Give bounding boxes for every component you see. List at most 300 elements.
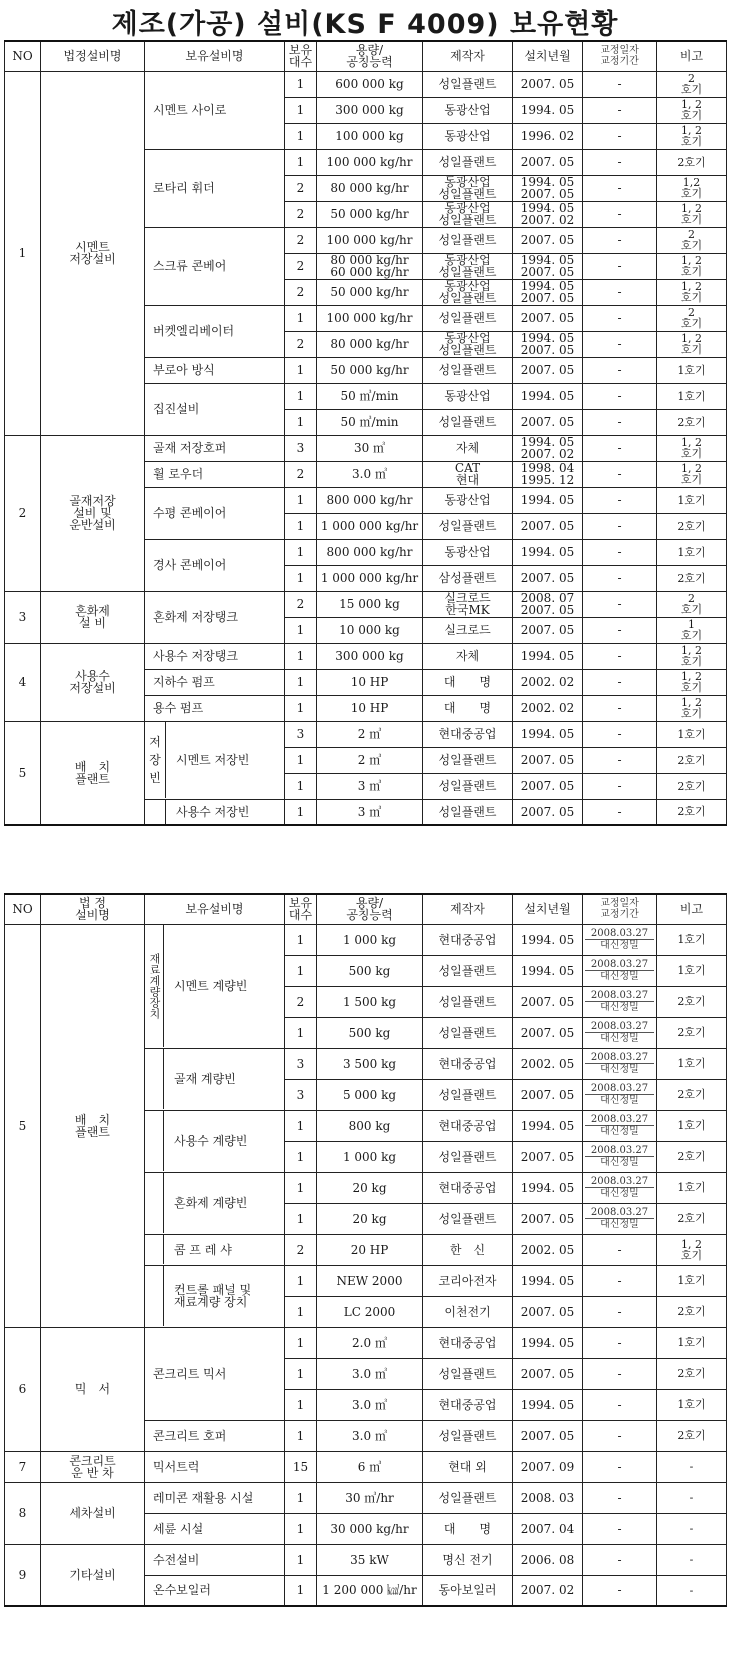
cell-capacity: 1 000 000 kg/hr <box>317 513 423 539</box>
cell-capacity: 1 200 000 ㎉/hr <box>317 1575 423 1606</box>
cell-no: 3 <box>5 591 41 643</box>
cell-count: 2 <box>285 253 317 279</box>
cell-maker: 동광산업 성일플랜트 <box>423 201 513 227</box>
cell-maker: CAT 현대 <box>423 461 513 487</box>
cell-maker: 한 신 <box>423 1234 513 1265</box>
cell-calibration: 2008.03.27 대신정밀 <box>583 1203 657 1234</box>
cell-calibration: - <box>583 1358 657 1389</box>
cell-maker: 성일플랜트 <box>423 1079 513 1110</box>
header-maker: 제작자 <box>423 41 513 71</box>
cell-maker: 성일플랜트 <box>423 71 513 97</box>
cell-count: 2 <box>285 175 317 201</box>
cell-capacity: 500 kg <box>317 955 423 986</box>
cell-maker: 대 명 <box>423 695 513 721</box>
header-maker: 제작자 <box>423 894 513 924</box>
cell-maker: 성일플랜트 <box>423 1420 513 1451</box>
cell-count: 1 <box>285 1575 317 1606</box>
cell-remark: 1, 2 호기 <box>657 643 727 669</box>
cell-remark: 1, 2 호기 <box>657 279 727 305</box>
cell-legal-equipment: 배 치 플랜트 <box>41 924 145 1327</box>
cell-install-date: 2007. 05 <box>513 1141 583 1172</box>
cell-capacity: 80 000 kg/hr 60 000 kg/hr <box>317 253 423 279</box>
cell-maker: 삼성플랜트 <box>423 565 513 591</box>
cell-install-date: 2007. 05 <box>513 357 583 383</box>
cell-legal-equipment: 혼화제 설 비 <box>41 591 145 643</box>
cell-maker: 동광산업 성일플랜트 <box>423 279 513 305</box>
cell-remark: 1, 2 호기 <box>657 461 727 487</box>
cell-owned-equipment: 사용수 저장탱크 <box>145 643 285 669</box>
cell-owned-equipment: 휠 로우더 <box>145 461 285 487</box>
cell-calibration: - <box>583 643 657 669</box>
cell-remark: 1, 2 호기 <box>657 695 727 721</box>
cell-count: 1 <box>285 357 317 383</box>
cell-count: 1 <box>285 1544 317 1575</box>
cell-count: 2 <box>285 331 317 357</box>
cell-maker: 성일플랜트 <box>423 513 513 539</box>
cell-remark: 2호기 <box>657 1296 727 1327</box>
cell-count: 1 <box>285 1203 317 1234</box>
header-install-date: 설치년월 <box>513 41 583 71</box>
cell-install-date: 1994. 05 2007. 05 <box>513 331 583 357</box>
cell-install-date: 2002. 05 <box>513 1048 583 1079</box>
cell-capacity: 500 kg <box>317 1017 423 1048</box>
cell-calibration: - <box>583 539 657 565</box>
cell-calibration: - <box>583 1327 657 1358</box>
cell-maker: 현대중공업 <box>423 1327 513 1358</box>
cell-calibration: - <box>583 279 657 305</box>
header-legal-equipment: 법정설비명 <box>41 41 145 71</box>
cell-maker: 자체 <box>423 435 513 461</box>
cell-calibration: - <box>583 1420 657 1451</box>
cell-calibration: - <box>583 253 657 279</box>
cell-count: 2 <box>285 279 317 305</box>
cell-remark: 1호기 <box>657 1110 727 1141</box>
cell-capacity: 3 500 kg <box>317 1048 423 1079</box>
cell-maker: 성일플랜트 <box>423 1358 513 1389</box>
cell-owned-equipment <box>145 1048 285 1110</box>
cell-calibration: 2008.03.27 대신정밀 <box>583 1017 657 1048</box>
cell-count: 1 <box>285 383 317 409</box>
cell-maker: 성일플랜트 <box>423 799 513 825</box>
cell-count: 1 <box>285 695 317 721</box>
cell-install-date: 2007. 05 <box>513 71 583 97</box>
cell-install-date: 2007. 05 <box>513 1358 583 1389</box>
cell-maker: 실크로드 한국MK <box>423 591 513 617</box>
cell-capacity: 3.0 ㎥ <box>317 1358 423 1389</box>
cell-install-date: 1994. 05 <box>513 97 583 123</box>
owned-equipment-label: 골재 계량빈 <box>174 1072 236 1086</box>
cell-calibration: 2008.03.27 대신정밀 <box>583 1172 657 1203</box>
cell-count: 3 <box>285 435 317 461</box>
cell-remark: 1,2 호기 <box>657 175 727 201</box>
cell-capacity: 1 000 kg <box>317 1141 423 1172</box>
cell-install-date: 2007. 05 <box>513 773 583 799</box>
header-owned-equipment: 보유설비명 <box>145 894 285 924</box>
cell-install-date: 1994. 05 <box>513 955 583 986</box>
owned-equipment-label: 사용수 계량빈 <box>174 1134 248 1148</box>
cell-calibration: - <box>583 773 657 799</box>
cell-count: 1 <box>285 617 317 643</box>
cell-sub-category: 재료계량장치 <box>145 925 164 1047</box>
cell-capacity: 300 000 kg <box>317 97 423 123</box>
cell-install-date: 1994. 05 <box>513 1389 583 1420</box>
cell-count: 2 <box>285 986 317 1017</box>
cell-count: 1 <box>285 305 317 331</box>
cell-maker: 성일플랜트 <box>423 1017 513 1048</box>
cell-count: 1 <box>285 513 317 539</box>
table-row <box>5 1544 727 1575</box>
cell-calibration: - <box>583 1265 657 1296</box>
cell-legal-equipment: 세차설비 <box>41 1482 145 1544</box>
cell-maker: 현대 외 <box>423 1451 513 1482</box>
cell-owned-equipment: 지하수 펌프 <box>145 669 285 695</box>
cell-maker: 성일플랜트 <box>423 955 513 986</box>
owned-equipment-label: 혼화제 계량빈 <box>174 1196 248 1210</box>
cell-capacity: LC 2000 <box>317 1296 423 1327</box>
cell-owned-equipment <box>145 1110 285 1172</box>
header-calibration: 교정일자 교정기간 <box>583 894 657 924</box>
cell-calibration: - <box>583 513 657 539</box>
cell-count: 2 <box>285 591 317 617</box>
cell-install-date: 2002. 02 <box>513 695 583 721</box>
cell-install-date: 1994. 05 2007. 02 <box>513 201 583 227</box>
cell-maker: 성일플랜트 <box>423 747 513 773</box>
cell-owned-equipment: 믹서트럭 <box>145 1451 285 1482</box>
cell-calibration: 2008.03.27 대신정밀 <box>583 955 657 986</box>
cell-calibration: 2008.03.27 대신정밀 <box>583 1141 657 1172</box>
cell-remark: 2호기 <box>657 1017 727 1048</box>
cell-capacity: 20 kg <box>317 1172 423 1203</box>
cell-no: 5 <box>5 721 41 825</box>
cell-capacity: 3 ㎥ <box>317 799 423 825</box>
cell-remark: - <box>657 1451 727 1482</box>
cell-calibration: - <box>583 461 657 487</box>
cell-legal-equipment: 골재저장 설비 및 운반설비 <box>41 435 145 591</box>
cell-no: 5 <box>5 924 41 1327</box>
cell-calibration: - <box>583 617 657 643</box>
cell-owned-equipment <box>145 1234 285 1265</box>
cell-install-date: 1994. 05 2007. 05 <box>513 175 583 201</box>
owned-equipment-label: 시멘트 계량빈 <box>174 979 248 993</box>
cell-remark: 1호기 <box>657 1327 727 1358</box>
page-title: 제조(가공) 설비(KS F 4009) 보유현황 <box>111 9 619 40</box>
cell-remark: - <box>657 1575 727 1606</box>
cell-calibration: - <box>583 1513 657 1544</box>
cell-calibration: - <box>583 1544 657 1575</box>
cell-calibration: 2008.03.27 대신정밀 <box>583 986 657 1017</box>
cell-capacity: 1 500 kg <box>317 986 423 1017</box>
cell-calibration: - <box>583 383 657 409</box>
cell-remark: 1호기 <box>657 383 727 409</box>
cell-capacity: 800 000 kg/hr <box>317 539 423 565</box>
cell-calibration: - <box>583 1296 657 1327</box>
cell-calibration: - <box>583 227 657 253</box>
cell-remark: 1호기 <box>657 1265 727 1296</box>
cell-no: 7 <box>5 1451 41 1482</box>
cell-maker: 동광산업 <box>423 487 513 513</box>
cell-count: 1 <box>285 1265 317 1296</box>
cell-calibration: - <box>583 175 657 201</box>
cell-owned-equipment: 레미콘 재활용 시설 <box>145 1482 285 1513</box>
cell-capacity: 1 000 kg <box>317 924 423 955</box>
cell-owned-equipment: 집진설비 <box>145 383 285 435</box>
header-capacity: 용량/ 공칭능력 <box>317 41 423 71</box>
cell-count: 1 <box>285 1296 317 1327</box>
cell-legal-equipment: 배 치 플랜트 <box>41 721 145 825</box>
header-legal-equipment: 법 정 설비명 <box>41 894 145 924</box>
cell-install-date: 1994. 05 <box>513 1327 583 1358</box>
cell-maker: 현대중공업 <box>423 924 513 955</box>
cell-count: 1 <box>285 487 317 513</box>
cell-maker: 성일플랜트 <box>423 1203 513 1234</box>
cell-install-date: 2006. 08 <box>513 1544 583 1575</box>
cell-capacity: 100 000 kg <box>317 123 423 149</box>
cell-count: 1 <box>285 1420 317 1451</box>
cell-remark: 2 호기 <box>657 591 727 617</box>
cell-owned-equipment: 온수보일러 <box>145 1575 285 1606</box>
owned-equipment-label: 시멘트 저장빈 <box>176 753 250 767</box>
cell-calibration: - <box>583 1575 657 1606</box>
cell-calibration: - <box>583 305 657 331</box>
cell-calibration: - <box>583 799 657 825</box>
cell-maker: 이천전기 <box>423 1296 513 1327</box>
cell-install-date: 2008. 07 2007. 05 <box>513 591 583 617</box>
cell-remark: 2호기 <box>657 1420 727 1451</box>
cell-capacity: 10 000 kg <box>317 617 423 643</box>
cell-count: 2 <box>285 1234 317 1265</box>
cell-count: 1 <box>285 539 317 565</box>
cell-capacity: 3.0 ㎥ <box>317 461 423 487</box>
cell-capacity: 50 ㎥/min <box>317 383 423 409</box>
cell-capacity: 30 ㎥/hr <box>317 1482 423 1513</box>
cell-maker: 성일플랜트 <box>423 227 513 253</box>
cell-owned-equipment: 수평 콘베이어 <box>145 487 285 539</box>
cell-capacity: 50 000 kg/hr <box>317 357 423 383</box>
cell-install-date: 2007. 05 <box>513 1079 583 1110</box>
cell-install-date: 2007. 05 <box>513 1203 583 1234</box>
cell-maker: 현대중공업 <box>423 1389 513 1420</box>
cell-maker: 성일플랜트 <box>423 305 513 331</box>
cell-install-date: 1996. 02 <box>513 123 583 149</box>
cell-count: 1 <box>285 1513 317 1544</box>
header-no: NO <box>5 41 41 71</box>
cell-capacity: 800 000 kg/hr <box>317 487 423 513</box>
cell-install-date: 2007. 05 <box>513 799 583 825</box>
cell-count: 3 <box>285 1079 317 1110</box>
cell-install-date: 2008. 03 <box>513 1482 583 1513</box>
cell-maker: 현대중공업 <box>423 721 513 747</box>
cell-remark: 1호기 <box>657 1048 727 1079</box>
cell-capacity: 5 000 kg <box>317 1079 423 1110</box>
header-count: 보유 대수 <box>285 894 317 924</box>
cell-maker: 현대중공업 <box>423 1048 513 1079</box>
cell-remark: 1 호기 <box>657 617 727 643</box>
cell-remark: 1, 2 호기 <box>657 1234 727 1265</box>
cell-install-date: 1994. 05 2007. 05 <box>513 279 583 305</box>
cell-count: 1 <box>285 747 317 773</box>
cell-calibration: - <box>583 1451 657 1482</box>
cell-remark: - <box>657 1544 727 1575</box>
cell-count: 1 <box>285 924 317 955</box>
table-row <box>5 435 727 461</box>
cell-count: 1 <box>285 565 317 591</box>
cell-install-date: 2007. 05 <box>513 1017 583 1048</box>
table-row <box>5 643 727 669</box>
cell-calibration: - <box>583 409 657 435</box>
header-remark: 비고 <box>657 41 727 71</box>
cell-capacity: 100 000 kg/hr <box>317 227 423 253</box>
cell-owned-equipment <box>145 721 285 799</box>
cell-maker: 명신 전기 <box>423 1544 513 1575</box>
cell-count: 1 <box>285 799 317 825</box>
cell-calibration: - <box>583 669 657 695</box>
cell-maker: 성일플랜트 <box>423 1141 513 1172</box>
table-row <box>5 1327 727 1358</box>
owned-equipment-label: 사용수 저장빈 <box>176 804 250 819</box>
equipment-table-1 <box>4 40 727 826</box>
cell-capacity: 1 000 000 kg/hr <box>317 565 423 591</box>
cell-remark: 1호기 <box>657 357 727 383</box>
cell-count: 1 <box>285 149 317 175</box>
cell-no: 8 <box>5 1482 41 1544</box>
cell-owned-equipment: 시멘트 사이로 <box>145 71 285 149</box>
cell-no: 4 <box>5 643 41 721</box>
cell-install-date: 1994. 05 <box>513 924 583 955</box>
cell-maker: 동광산업 성일플랜트 <box>423 331 513 357</box>
cell-capacity: 20 HP <box>317 1234 423 1265</box>
cell-remark: 2호기 <box>657 409 727 435</box>
cell-remark: 1호기 <box>657 1172 727 1203</box>
cell-owned-equipment <box>145 1172 285 1234</box>
cell-install-date: 1994. 05 <box>513 1110 583 1141</box>
cell-remark: 2호기 <box>657 747 727 773</box>
cell-owned-equipment: 콘크리트 호퍼 <box>145 1420 285 1451</box>
cell-install-date: 1994. 05 <box>513 1265 583 1296</box>
cell-calibration: - <box>583 695 657 721</box>
header-count: 보유 대수 <box>285 41 317 71</box>
cell-capacity: 10 HP <box>317 695 423 721</box>
header-no: NO <box>5 894 41 924</box>
cell-install-date: 1994. 05 <box>513 643 583 669</box>
cell-install-date: 2007. 05 <box>513 149 583 175</box>
cell-capacity: NEW 2000 <box>317 1265 423 1296</box>
header-remark: 비고 <box>657 894 727 924</box>
cell-count: 1 <box>285 643 317 669</box>
cell-maker: 동광산업 성일플랜트 <box>423 175 513 201</box>
cell-capacity: 30 ㎥ <box>317 435 423 461</box>
cell-maker: 자체 <box>423 643 513 669</box>
cell-count: 1 <box>285 409 317 435</box>
header-row <box>5 41 727 71</box>
cell-owned-equipment: 골재 저장호퍼 <box>145 435 285 461</box>
cell-count: 1 <box>285 1358 317 1389</box>
cell-no: 9 <box>5 1544 41 1606</box>
cell-count: 3 <box>285 1048 317 1079</box>
cell-capacity: 600 000 kg <box>317 71 423 97</box>
cell-maker: 성일플랜트 <box>423 986 513 1017</box>
cell-remark: 2호기 <box>657 1141 727 1172</box>
cell-count: 1 <box>285 955 317 986</box>
cell-legal-equipment: 믹 서 <box>41 1327 145 1451</box>
table-row <box>5 1451 727 1482</box>
cell-calibration: - <box>583 747 657 773</box>
cell-count: 1 <box>285 97 317 123</box>
cell-remark: 2호기 <box>657 1203 727 1234</box>
cell-count: 2 <box>285 201 317 227</box>
cell-remark: 1, 2 호기 <box>657 435 727 461</box>
cell-count: 1 <box>285 123 317 149</box>
cell-count: 2 <box>285 227 317 253</box>
table-row <box>5 721 727 747</box>
cell-count: 1 <box>285 1110 317 1141</box>
cell-capacity: 2 ㎥ <box>317 747 423 773</box>
cell-install-date: 2007. 02 <box>513 1575 583 1606</box>
cell-remark: 2호기 <box>657 149 727 175</box>
owned-equipment-label: 콤 프 레 샤 <box>163 1235 284 1264</box>
cell-legal-equipment: 시멘트 저장설비 <box>41 71 145 435</box>
cell-count: 3 <box>285 721 317 747</box>
cell-install-date: 2007. 05 <box>513 227 583 253</box>
table-row <box>5 1482 727 1513</box>
cell-count: 1 <box>285 71 317 97</box>
cell-install-date: 1994. 05 <box>513 1172 583 1203</box>
cell-install-date: 2007. 05 <box>513 1420 583 1451</box>
table-row <box>5 71 727 97</box>
cell-remark: 1, 2 호기 <box>657 331 727 357</box>
cell-count: 1 <box>285 1017 317 1048</box>
cell-owned-equipment: 콘크리트 믹서 <box>145 1327 285 1420</box>
cell-install-date: 2007. 05 <box>513 513 583 539</box>
cell-calibration: - <box>583 435 657 461</box>
cell-remark: 1호기 <box>657 721 727 747</box>
cell-count: 1 <box>285 1172 317 1203</box>
cell-capacity: 30 000 kg/hr <box>317 1513 423 1544</box>
cell-owned-equipment <box>145 924 285 1048</box>
cell-install-date: 1994. 05 2007. 02 <box>513 435 583 461</box>
cell-capacity: 50 000 kg/hr <box>317 201 423 227</box>
cell-maker: 현대중공업 <box>423 1172 513 1203</box>
cell-owned-equipment <box>145 1265 285 1327</box>
cell-count: 1 <box>285 1327 317 1358</box>
cell-calibration: - <box>583 1234 657 1265</box>
cell-maker: 실크로드 <box>423 617 513 643</box>
cell-remark: 2 호기 <box>657 227 727 253</box>
cell-remark: 2 호기 <box>657 71 727 97</box>
cell-calibration: - <box>583 591 657 617</box>
header-calibration: 교정일자 교정기간 <box>583 41 657 71</box>
cell-owned-equipment: 스크류 콘베어 <box>145 227 285 305</box>
cell-calibration: - <box>583 721 657 747</box>
cell-remark: 1, 2 호기 <box>657 669 727 695</box>
cell-calibration: - <box>583 487 657 513</box>
cell-maker: 동아보일러 <box>423 1575 513 1606</box>
cell-capacity: 50 000 kg/hr <box>317 279 423 305</box>
cell-calibration: - <box>583 357 657 383</box>
cell-capacity: 80 000 kg/hr <box>317 331 423 357</box>
cell-capacity: 2.0 ㎥ <box>317 1327 423 1358</box>
cell-owned-equipment: 혼화제 저장탱크 <box>145 591 285 643</box>
cell-calibration: - <box>583 201 657 227</box>
cell-maker: 대 명 <box>423 1513 513 1544</box>
cell-maker: 성일플랜트 <box>423 409 513 435</box>
cell-remark: 2호기 <box>657 773 727 799</box>
cell-install-date: 1994. 05 2007. 05 <box>513 253 583 279</box>
cell-maker: 동광산업 <box>423 123 513 149</box>
cell-install-date: 1994. 05 <box>513 383 583 409</box>
cell-capacity: 3.0 ㎥ <box>317 1389 423 1420</box>
cell-capacity: 6 ㎥ <box>317 1451 423 1482</box>
cell-remark: 2호기 <box>657 986 727 1017</box>
